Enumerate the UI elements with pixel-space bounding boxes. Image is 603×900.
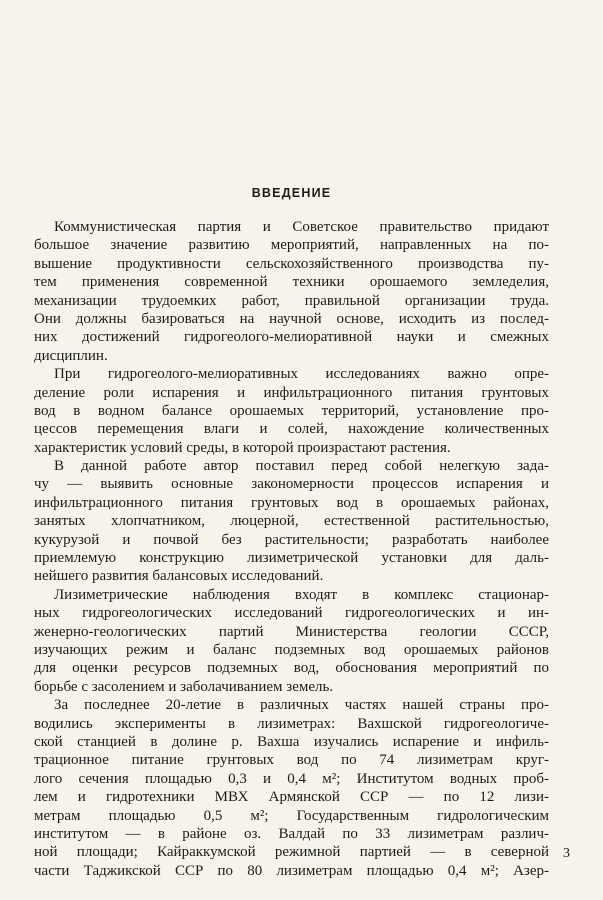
section-title: ВВЕДЕНИЕ: [251, 186, 332, 200]
text-line: борьбе с засолением и заболачиванием земель.: [34, 678, 334, 695]
text-line: характеристик условий среды, в которой произрастают растения.: [34, 439, 451, 456]
text-line: механизации трудоемких работ, правильной организации труда.: [34, 292, 549, 309]
text-line: водились эксперименты в лизиметрах: Вахшской гидрогеологиче-: [34, 715, 549, 732]
text-line: вышение продуктивности сельскохозяйственного производства пу-: [34, 255, 549, 272]
text-line: цессов перемещения влаги и солей, нахождение количественных: [34, 421, 549, 438]
text-line: тем применения современной техники орошаемого земледелия,: [34, 274, 549, 291]
text-line: ской станцией в долине р. Вахша изучались испарение и инфиль-: [34, 733, 549, 750]
text-line: При гидрогеолого-мелиоративных исследованиях важно опре-: [54, 366, 549, 383]
text-line: деление роли испарения и инфильтрационного питания грунтовых: [34, 384, 549, 401]
text-line: лем и гидротехники МВХ Армянской ССР — по 12 лизи-: [34, 789, 549, 806]
text-line: приемлемую конструкцию лизиметрической установки для даль-: [34, 550, 549, 567]
text-line: инфильтрационного питания грунтовых вод в орошаемых районах,: [34, 494, 549, 511]
text-line: ных гидрогеологических исследований гидрогеологических и ин-: [34, 605, 549, 622]
text-line: Лизиметрические наблюдения входят в комплекс стационар-: [54, 586, 549, 603]
text-line: В данной работе автор поставил перед собой нелегкую зада-: [54, 458, 549, 475]
text-line: для оценки ресурсов подземных вод, обоснования мероприятий по: [34, 660, 549, 677]
text-line: нейшего развития балансовых исследований.: [34, 568, 324, 585]
text-line: них достижений гидрогеолого-мелиоративной науки и смежных: [34, 329, 549, 346]
text-line: трационное питание грунтовых вод по 74 лизиметрам круг-: [34, 752, 549, 769]
text-line: За последнее 20-летие в различных частях нашей страны про-: [54, 697, 549, 714]
body-text: [34, 218, 549, 880]
text-line: чу — выявить основные закономерности процессов испарения и: [34, 476, 549, 493]
text-line: Они должны базироваться на научной основе, исходить из послед-: [34, 310, 549, 327]
text-line: Коммунистическая партия и Советское правительство придают: [54, 219, 549, 235]
text-line: кукурузой и почвой без растительности; разработать наиболее: [34, 531, 549, 548]
text-line: институтом — в районе оз. Валдай по 33 лизиметрам различ-: [34, 825, 549, 842]
text-line: занятых хлопчатником, люцерной, естественной растительностью,: [34, 513, 549, 530]
text-line: женерно-геологических партий Министерства геологии СССР,: [34, 623, 549, 640]
text-line: части Таджикской ССР по 80 лизиметрам площадью 0,4 м²; Азер-: [34, 862, 549, 879]
page-number: 3: [563, 846, 570, 861]
text-line: большое значение развитию мероприятий, направленных на по-: [34, 237, 549, 254]
text-line: изучающих режим и баланс подземных вод орошаемых районов: [34, 641, 549, 658]
text-line: дисциплин.: [34, 347, 108, 364]
text-line: метрам площадью 0,5 м²; Государственным гидрологическим: [34, 807, 549, 824]
text-line: ной площади; Кайраккумской режимной партией — в северной: [34, 844, 549, 861]
text-line: вод в водном балансе орошаемых территорий, установление про-: [34, 402, 549, 419]
text-line: лого сечения площадью 0,3 и 0,4 м²; Институтом водных проб-: [34, 770, 549, 787]
